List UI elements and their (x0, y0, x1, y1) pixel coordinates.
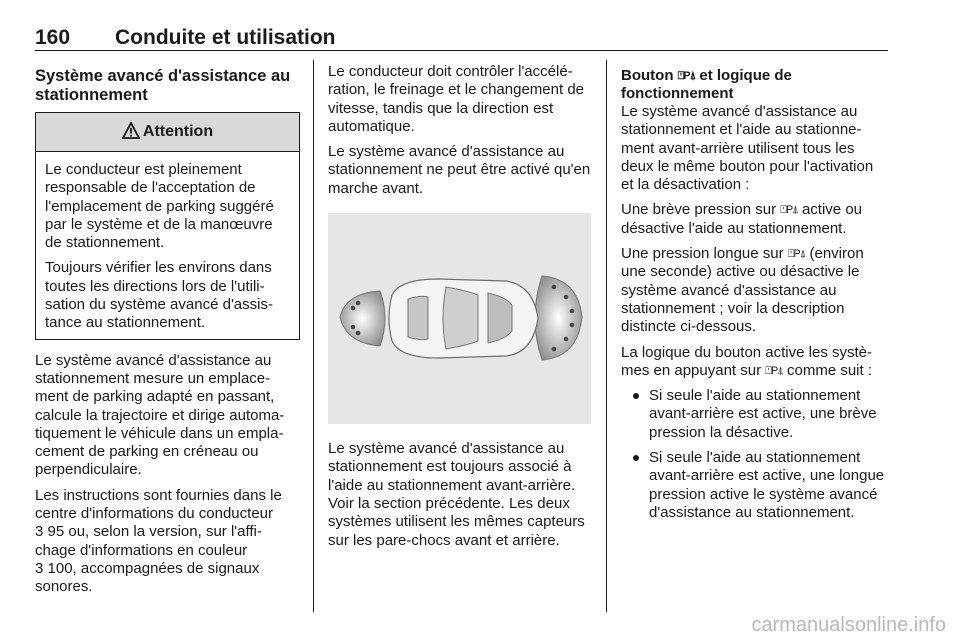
instructions-text: Les instructions sont fournies dans le centre d'informations du conducteur (35, 486, 282, 523)
long-press-text-a: Une pression longue sur (621, 245, 784, 263)
attention-box (35, 112, 300, 340)
body-paragraph: Le système avancé d'assistance au stationnement ne peut être activé qu'en marche avant. (328, 143, 591, 197)
list-item (621, 449, 887, 522)
chapter-title: Conduite et utilisation (115, 26, 336, 49)
body-paragraph: Le conducteur doit contrôler l'accélé-ration, le freinage et le changement de vitesse, tandis que la direction est automatique. (328, 63, 585, 135)
car-sensor-icon (328, 213, 591, 424)
section-title: Système avancé d'assistance au stationnement (35, 67, 291, 104)
bullet-icon (633, 455, 639, 461)
column-divider-2 (606, 60, 607, 612)
attention-paragraph-2: Toujours vérifier les environs dans toutes les directions lors de l'utili-sation du système avancé d'assis-tance au stationnement. (45, 259, 273, 332)
list-item (621, 387, 887, 442)
page-number: 160 (35, 26, 71, 49)
column-3 (621, 63, 887, 529)
park-assist-icon: ⍞P⍋ (765, 364, 783, 377)
long-press-text-b: (environ une seconde) active ou désactive le système avancé d'assistance au stationnement ; voir la description distincte ci-dessous. (621, 245, 864, 336)
list-item-text: Si seule l'aide au stationnement avant-arrière est active, une brève pression la désactive. (649, 387, 877, 441)
subsection-title-end: et logique de fonctionnement (621, 67, 792, 102)
body-paragraph: Le système avancé d'assistance au stationnement est toujours associé à l'aide au stationnement avant-arrière. Voir la section précédente. Les deux systèmes utilisent les mêmes capteurs sur les pare-chocs avant et arrière. (328, 440, 585, 549)
column-1 (35, 63, 300, 604)
body-paragraph-instructions (35, 487, 300, 597)
body-paragraph: Le système avancé d'assistance au stationnement mesure un emplace-ment de parking adapté en passant, calcule la trajectoire et dirige automa-tiquement le véhicule dans un empla-cement de parking en créneau ou perpendiculaire. (35, 351, 285, 479)
attention-body (36, 152, 299, 339)
warning-triangle-icon (122, 116, 140, 154)
body-paragraph-short-press (621, 201, 887, 238)
page-ref-100[interactable]: 100, accompagnées de signaux sonores. (35, 559, 260, 596)
body-paragraph-logic (621, 344, 887, 381)
body-paragraph-long-press (621, 245, 887, 336)
park-assist-icon: ⍞P⍋ (780, 204, 798, 217)
header-rule (35, 50, 888, 51)
subsection-title (621, 67, 887, 103)
page-ref-95[interactable]: 95 ou, selon la version, sur l'affi-chage d'informations en couleur (35, 523, 262, 559)
park-assist-icon: ⍞P⍋ (677, 70, 696, 82)
logic-text-a: La logique du bouton active les systè-mes en appuyant sur (621, 343, 872, 379)
attention-header (36, 113, 299, 152)
attention-label: Attention (142, 123, 214, 140)
column-2 (328, 63, 593, 557)
short-press-text-b: active ou désactive l'aide au stationnement. (621, 201, 863, 237)
bullet-list (621, 387, 887, 522)
list-item-text: Si seule l'aide au stationnement avant-arrière est active, une longue pression active le système avancé d'assistance au stationnement. (649, 449, 885, 521)
logic-text-b: comme suit : (786, 361, 873, 379)
bullet-icon (633, 393, 639, 399)
page-ref-arrow-icon: 3 (35, 559, 44, 577)
subsection-title-start: Bouton (621, 67, 674, 84)
page-header (35, 22, 888, 52)
short-press-text-a: Une brève pression sur (621, 201, 777, 219)
attention-paragraph-1: Le conducteur est pleinement responsable de l'acceptation de l'emplacement de parking suggéré par le système et de la manœuvre de stationnement. (45, 161, 274, 252)
parking-sensor-illustration (328, 213, 591, 424)
column-divider-1 (313, 60, 314, 612)
body-paragraph: Le système avancé d'assistance au stationnement et l'aide au stationne-ment avant-arrière utilisent tous les deux le même bouton pour l'activation et la désactivation : (621, 103, 874, 194)
watermark: carmanualsonline.info (751, 614, 946, 636)
page-ref-arrow-icon: 3 (35, 523, 44, 541)
park-assist-icon: ⍞P⍋ (787, 248, 806, 261)
